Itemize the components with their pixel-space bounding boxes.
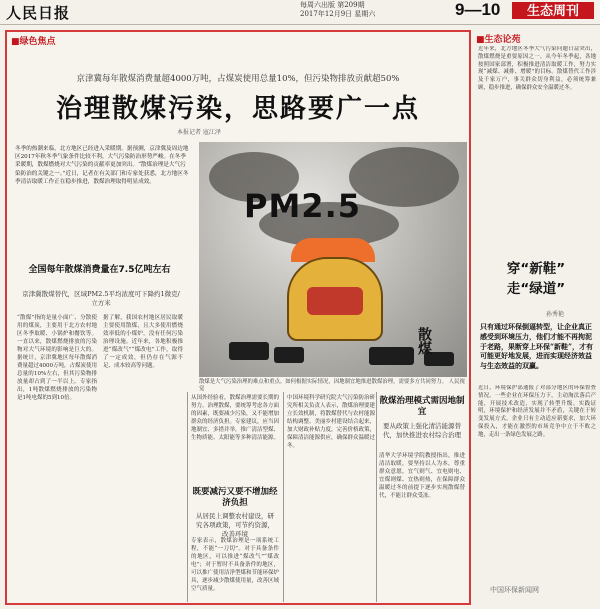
- article-column-4: 专家表示，散煤治理是一项系统工程，不能“一刀切”。对于具备条件的地区，可以推进“煤改气”“煤改电”；对于暂时不具备条件的地区，可以推广使用洁净型煤和节能环保炉具，逐步减少散煤使用量，改善区域空气质量。: [191, 538, 279, 592]
- coal-pile: [229, 342, 269, 360]
- section-label-green-focus: ■绿色焦点: [11, 37, 56, 47]
- photo-caption: 散煤是大气污染治理的难点和重点。如何根据实际情况，因地制宜地推进散煤治理，需要多方共同努力。 人民视觉: [199, 379, 465, 392]
- article-headline: 治理散煤污染，思路要广一点: [55, 94, 420, 124]
- pm25-label: PM2.5: [244, 187, 361, 225]
- article-byline: 本报记者 寇江泽: [177, 129, 221, 136]
- stove-character: [287, 257, 383, 341]
- sidebar-byline: 孙秀艳: [546, 311, 565, 318]
- subhead-local-conditions: 散煤治理模式需因地制宜: [379, 396, 465, 417]
- subhead-note-1: 京津冀散煤替代，区域PM2.5平均浓度可下降约1微克/立方米: [22, 290, 180, 307]
- section-banner: 生态周刊: [512, 2, 594, 19]
- article-column-2: 据了解，我国农村地区居民取暖主要使用散煤，且大多使用燃烧效率低的小煤炉，没有任何污染治理设施。近年来，各地积极推进“煤改气”“煤改电”工作，取得了一定成效，但仍存在气源不足、成本较高等问题。: [103, 315, 183, 369]
- coal-pile: [274, 347, 304, 363]
- subhead-note-2: 从居民上调整农村建设，研究各项政策，可节约资源，改善环境: [196, 512, 274, 538]
- section-marker-icon: ■: [11, 37, 20, 47]
- article-kicker: 京津冀每年散煤消费量超4000万吨，占煤炭使用总量10%，但污染物排放贡献超50%: [76, 74, 400, 84]
- illustration-coal-stove: [199, 142, 467, 377]
- column-divider: [283, 392, 284, 602]
- sidebar-column: [476, 30, 598, 605]
- page-numbers: 9—10: [455, 0, 501, 19]
- sidebar-title-line-1: 穿“新鞋”: [506, 261, 566, 277]
- issue-info: [300, 1, 375, 19]
- watermark: 中国环保新闻网: [490, 586, 539, 594]
- smog-cloud: [349, 147, 459, 207]
- article-column-6: 清华大学环境学院教授指出，推进清洁取暖，要坚持以人为本，尊重群众意愿，宜气则气、宜电则电、宜煤则煤、宜热则热，在保障群众温暖过冬的前提下逐步实现散煤替代，不能让群众受冻。: [379, 453, 465, 499]
- section-label-eco-forum: ■生态论苑: [476, 35, 521, 45]
- main-article-frame: [5, 30, 471, 605]
- coal-pile: [369, 347, 414, 365]
- article-column-1: “散煤”指的是量小面广、分散使用的煤炭，主要用于北方农村地区冬季取暖、小锅炉和餐饮等。一直以来，散煤燃烧排放的污染物对大气环境的影响是巨大的。据统计，京津冀地区每年散煤消费量超过4000万吨，占煤炭使用总量的10%左右，但其污染物排放量却占到了一半以上。专家指出，1吨散煤燃烧排放的污染物是1吨电煤的5到10倍。: [17, 315, 97, 401]
- issue-line-1: 每周六出版 第209期: [300, 1, 365, 9]
- issue-date: 2017年12月9日 星期六: [300, 10, 376, 18]
- subhead-note-3: 要从政策上强化清洁能源替代，加快推进农村综合治理: [383, 422, 461, 439]
- newspaper-logo: 人民日报: [6, 4, 71, 22]
- masthead: [0, 0, 600, 25]
- sidebar-text-bottom: 近日，环境保护部通报了对部分地区的环保督查情况。一些企业在环保压力下，主动淘汰落后产能，开展技术改造，实现了转型升级。实践证明，环境保护和经济发展并不矛盾，关键在于转变发展方式。企业只有主动适应新要求，加大环保投入，才能在激烈的市场竞争中立于不败之地，走出一条绿色发展之路。: [478, 385, 596, 438]
- sidebar-lead: 只有通过环保倒逼转型，让企业真正感受到环境压力，他们才能不再拘泥于老路，果断穿上环保“新鞋”，才有可能更好地发展，进而实现经济效益与生态效益的双赢。: [480, 322, 594, 371]
- article-column-5: 中国环境科学研究院大气污染防治研究所相关负责人表示，散煤治理要建立长效机制，将散煤替代与农村能源结构调整、美丽乡村建设结合起来，加大财政补贴力度，完善价格政策，保障清洁能源供应，确保群众温暖过冬。: [287, 395, 375, 449]
- column-divider: [187, 392, 188, 602]
- subhead-annual-consumption: 全国每年散煤消费量在7.5亿吨左右: [28, 265, 171, 275]
- article-column-3: 从国外经验看，散煤治理需要长期的努力。治理散煤，要统筹考虑各方面的因素，既要减少污染，又不能增加群众的经济负担。专家建议，应当因地制宜、多措并举，推广清洁型煤、生物质能、太阳能等多种清洁能源。: [191, 395, 279, 441]
- stove-face: [307, 287, 363, 315]
- sidebar-text-top: 近年来，北方地区冬季大气污染问题日益突出，散煤燃烧是重要原因之一。从今年冬季起，各地按照国家部署，积极推进清洁取暖工作，努力实现“减煤、减排、增暖”的目标。散煤替代工作涉及千家万户，事关群众切身利益，必须统筹兼顾，稳步推进，确保群众安全温暖过冬。: [478, 46, 596, 91]
- column-divider: [376, 392, 377, 602]
- loose-coal-label: 散煤: [416, 327, 432, 355]
- subhead-economic-burden: 既要减污又要不增加经济负担: [192, 487, 278, 508]
- section-marker-icon: ■: [476, 35, 485, 45]
- article-lead: 冬季的热潮来临，北方地区已经进入采暖期。据预测，京津冀及周边地区2017年秋冬季气象条件比较不利，大气污染防治形势严峻。在冬季采暖期，散煤燃烧对大气污染的贡献率更加突出。“散煤治理是大气污染防治的关键之一。”近日，记者在有关部门和专家处获悉，北方地区冬季清洁取暖工作正在稳步推进，散煤治理取得明显成效。: [15, 146, 189, 185]
- sidebar-title-line-2: 走“绿道”: [506, 281, 566, 297]
